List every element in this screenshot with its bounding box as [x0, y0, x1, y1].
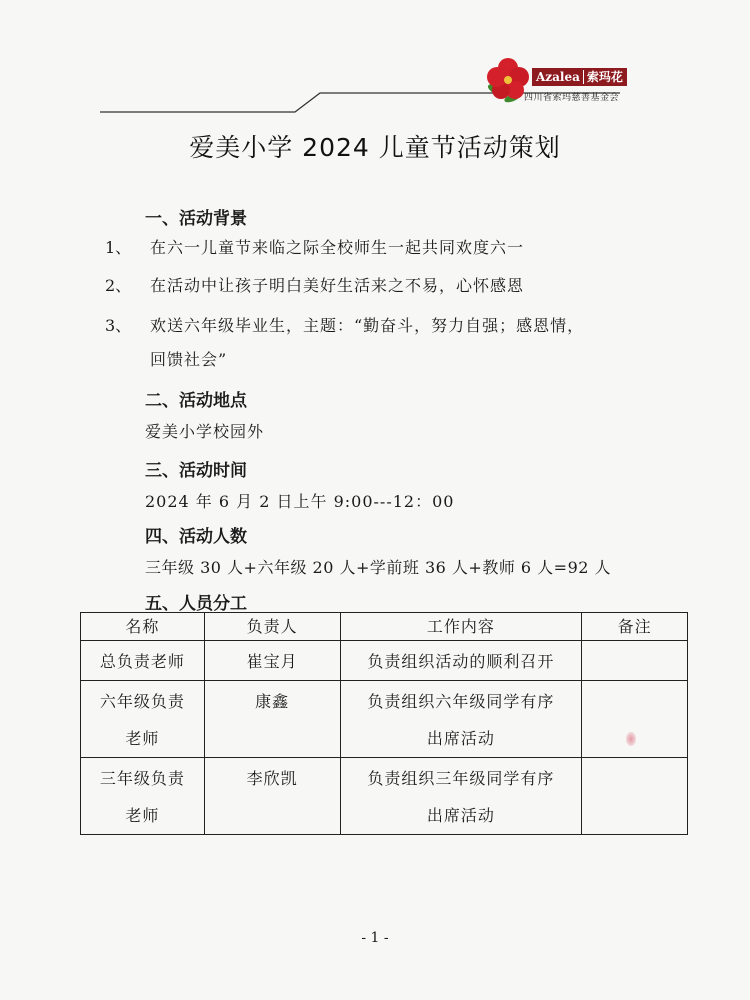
- logo-brand-latin: Azalea: [536, 70, 580, 84]
- task-cell: [340, 681, 582, 758]
- table-row: [81, 641, 688, 681]
- column-header: 备注: [582, 613, 688, 641]
- task-text: 出席活动: [426, 729, 495, 748]
- list-item-text: 在活动中让孩子明白美好生活来之不易，心怀感恩: [150, 276, 525, 295]
- column-header: 负责人: [204, 613, 340, 641]
- logo-org: 四川省索玛慈善基金会: [524, 93, 620, 103]
- section-heading-people: 四、活动人数: [145, 527, 247, 547]
- role-text: 六年级负责: [99, 692, 185, 711]
- role-text: 老师: [125, 806, 160, 825]
- task-text: 出席活动: [426, 806, 495, 825]
- staff-table: [80, 612, 688, 835]
- logo-brand: [532, 68, 627, 86]
- list-item-text-continued: 回馈社会”: [150, 350, 228, 369]
- person-cell: [204, 641, 340, 681]
- people-text: 三年级 30 人+六年级 20 人+学前班 36 人+教师 6 人=92 人: [145, 558, 612, 577]
- person-text: 崔宝月: [246, 652, 298, 671]
- time-text: 2024 年 6 月 2 日上午 9:00---12：00: [145, 492, 455, 511]
- list-item-number: 2、: [105, 276, 132, 295]
- section-heading-time: 三、活动时间: [145, 461, 247, 481]
- column-header: 工作内容: [340, 613, 582, 641]
- note-cell: [582, 641, 688, 681]
- list-item-text: 欢送六年级毕业生，主题：“勤奋斗，努力自强；感恩情，: [150, 316, 585, 335]
- role-text: 三年级负责: [99, 769, 185, 788]
- table-header-row: [81, 613, 688, 641]
- list-item-text: 在六一儿童节来临之际全校师生一起共同欢度六一: [150, 238, 525, 257]
- person-cell: [204, 758, 340, 835]
- note-text: [582, 641, 687, 643]
- section-heading-division: 五、人员分工: [145, 594, 247, 614]
- person-cell: [204, 681, 340, 758]
- ink-mark: [626, 732, 636, 746]
- role-cell: [81, 758, 205, 835]
- task-text: 负责组织活动的顺利召开: [367, 652, 555, 671]
- note-cell: [582, 681, 688, 758]
- role-text: 老师: [125, 729, 160, 748]
- role-text: 总负责老师: [99, 652, 185, 671]
- task-text: 负责组织六年级同学有序: [367, 692, 555, 711]
- person-text: 李欣凯: [246, 769, 298, 788]
- section-heading-background: 一、活动背景: [145, 209, 247, 229]
- person-text: 康鑫: [255, 692, 290, 711]
- column-header: 名称: [81, 613, 205, 641]
- note-text: [582, 681, 687, 683]
- note-text: [582, 758, 687, 760]
- page-number: - 1 -: [361, 930, 389, 946]
- task-text: 负责组织三年级同学有序: [367, 769, 555, 788]
- role-cell: [81, 641, 205, 681]
- location-text: 爱美小学校园外: [145, 422, 265, 441]
- header-divider: [0, 0, 750, 120]
- task-cell: [340, 758, 582, 835]
- logo-brand-cn: 索玛花: [586, 70, 623, 84]
- list-item-number: 3、: [105, 316, 132, 335]
- role-cell: [81, 681, 205, 758]
- table-row: [81, 758, 688, 835]
- section-heading-location: 二、活动地点: [145, 391, 247, 411]
- list-item-number: 1、: [105, 238, 132, 257]
- task-cell: [340, 641, 582, 681]
- note-cell: [582, 758, 688, 835]
- table-row: [81, 681, 688, 758]
- page-title: 爱美小学 2024 儿童节活动策划: [189, 133, 561, 162]
